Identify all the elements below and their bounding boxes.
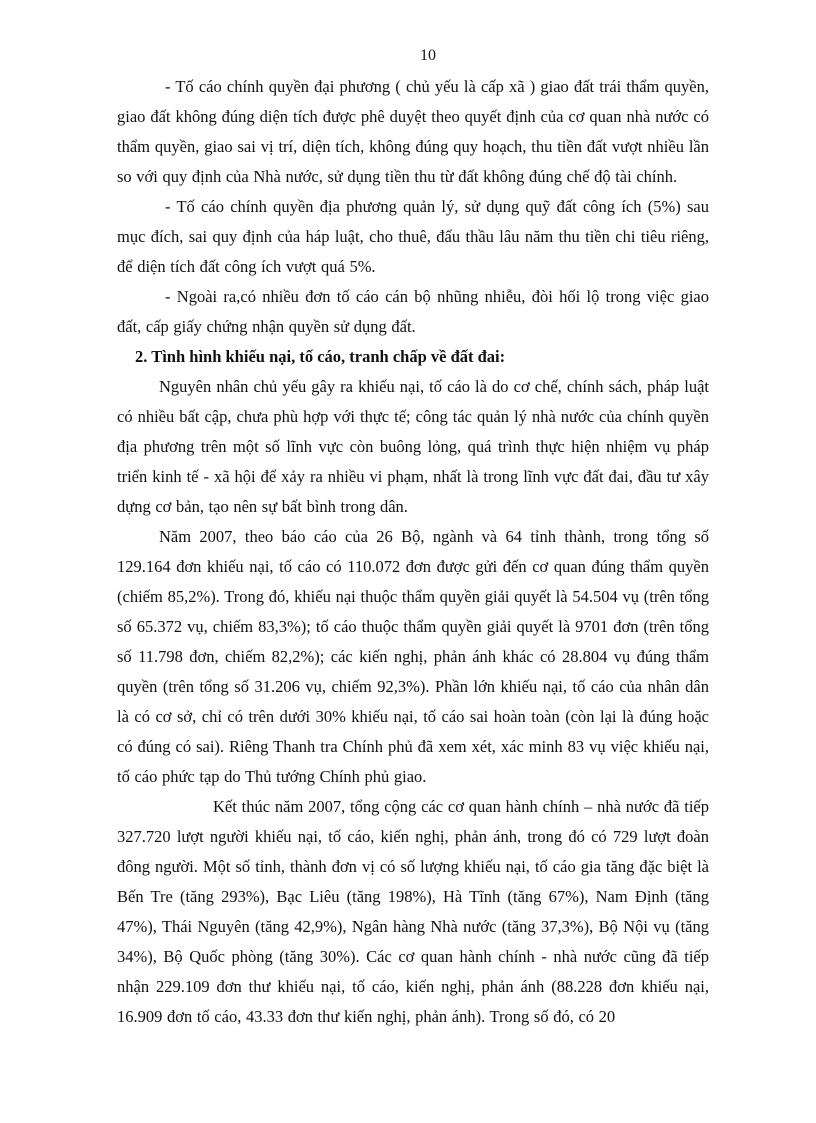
- section-heading: 2. Tình hình khiếu nại, tố cáo, tranh chấp về đất đai:: [135, 347, 506, 366]
- paragraph-bribery-complaints: - Ngoài ra,có nhiều đơn tố cáo cán bộ nhũng nhiễu, đòi hối lộ trong việc giao đất, cấp giấy chứng nhận quyền sử dụng đất.: [117, 287, 709, 336]
- paragraph-land-allocation-complaints: - Tố cáo chính quyền đại phương ( chủ yếu là cấp xã ) giao đất trái thẩm quyền, giao đất không đúng diện tích được phê duyệt theo quyết định của cơ quan nhà nước có thẩm quyền, giao sai vị trí, diện tích, không đúng quy hoạch, thu tiền đất vượt nhiều lần so với quy định của Nhà nước, sử dụng tiền thu từ đất không đúng chế độ tài chính.: [117, 77, 709, 186]
- paragraph-2007-summary: Kết thúc năm 2007, tổng cộng các cơ quan hành chính – nhà nước đã tiếp 327.720 lượt người khiếu nại, tố cáo, kiến nghị, phản ánh, trong đó có 729 lượt đoàn đông người. Một số tỉnh, thành đơn vị có số lượng khiếu nại, tố cáo gia tăng đặc biệt là Bến Tre (tăng 293%), Bạc Liêu (tăng 198%), Hà Tĩnh (tăng 67%), Nam Định (tăng 47%), Thái Nguyên (tăng 42,9%), Ngân hàng Nhà nước (tăng 37,3%), Bộ Nội vụ (tăng 34%), Bộ Quốc phòng (tăng 30%). Các cơ quan hành chính - nhà nước cũng đã tiếp nhận 229.109 đơn thư khiếu nại, tố cáo, kiến nghị, phản ánh (88.228 đơn khiếu nại, 16.909 đơn tố cáo, 43.33 đơn thư kiến nghị, phản ánh). Trong số đó, có 20: [117, 797, 709, 1026]
- paragraph-public-land-fund: - Tố cáo chính quyền địa phương quản lý, sử dụng quỹ đất công ích (5%) sau mục đích, sai quy định của háp luật, cho thuê, đấu thầu lâu năm thu tiền chi tiêu riêng, để diện tích đất công ích vượt quá 5%.: [117, 197, 709, 276]
- body-text: [117, 72, 709, 1032]
- paragraph-2007-statistics: Năm 2007, theo báo cáo của 26 Bộ, ngành và 64 tỉnh thành, trong tổng số 129.164 đơn khiếu nại, tố cáo có 110.072 đơn được gửi đến cơ quan đúng thẩm quyền (chiếm 85,2%). Trong đó, khiếu nại thuộc thẩm quyền giải quyết là 54.504 vụ (trên tổng số 65.372 vụ, chiếm 83,3%); tố cáo thuộc thẩm quyền giải quyết là 9701 đơn (trên tổng số 11.798 đơn, chiếm 82,2%); các kiến nghị, phản ánh khác có 28.804 vụ đúng thẩm quyền (trên tổng số 31.206 vụ, chiếm 92,3%). Phần lớn khiếu nại, tố cáo của nhân dân là có cơ sở, chỉ có trên dưới 30% khiếu nại, tố cáo sai hoàn toàn (còn lại là đúng hoặc có đúng có sai). Riêng Thanh tra Chính phủ đã xem xét, xác minh 83 vụ việc khiếu nại, tố cáo phức tạp do Thủ tướng Chính phủ giao.: [117, 527, 709, 786]
- page-number: 10: [420, 47, 436, 64]
- paragraph-causes: Nguyên nhân chủ yếu gây ra khiếu nại, tố cáo là do cơ chế, chính sách, pháp luật có nhiều bất cập, chưa phù hợp với thực tế; công tác quản lý nhà nước của chính quyền địa phương trên một số lĩnh vực còn buông lỏng, quá trình thực hiện nhiệm vụ pháp triển kinh tế - xã hội để xảy ra nhiều vi phạm, nhất là trong lĩnh vực đất đai, đầu tư xây dựng cơ bản, tạo nên sự bất bình trong dân.: [117, 377, 709, 516]
